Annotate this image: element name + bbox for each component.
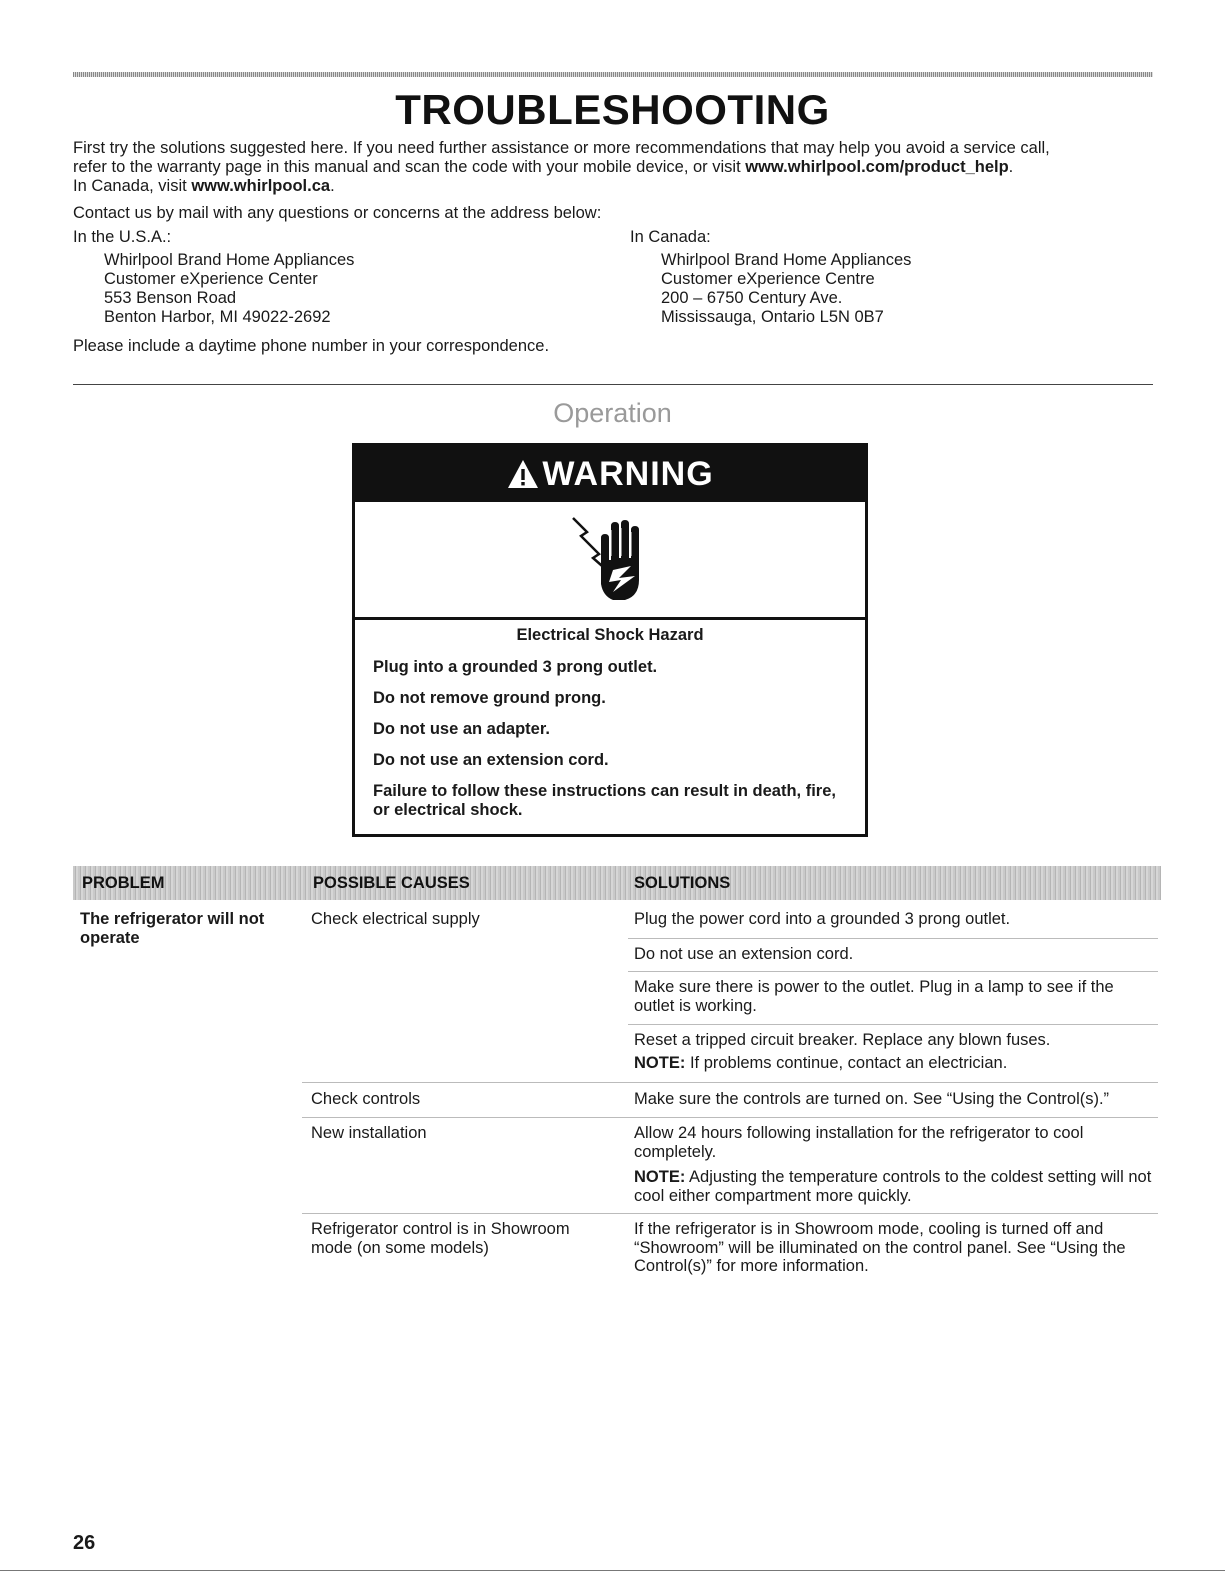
warning-line: Plug into a grounded 3 prong outlet.: [373, 658, 658, 676]
canada-link[interactable]: www.whirlpool.ca: [191, 177, 331, 195]
solution-note: [634, 1054, 1154, 1073]
cause-cell: Refrigerator control is in Showroom mode (on some models): [311, 1220, 570, 1257]
canada-address-line: 200 – 6750 Century Ave.: [661, 289, 843, 307]
row-divider: [302, 1213, 1158, 1214]
warning-instructions: [373, 658, 853, 832]
note-label: NOTE:: [634, 1054, 686, 1072]
usa-address-line: Customer eXperience Center: [104, 270, 318, 288]
page-title: TROUBLESHOOTING: [395, 86, 830, 133]
solution-cell: Make sure the controls are turned on. See “Using the Control(s).”: [634, 1090, 1110, 1108]
hazard-title: Electrical Shock Hazard: [516, 626, 704, 644]
electric-shock-hand-icon: [565, 510, 655, 610]
canada-address-line: Mississauga, Ontario L5N 0B7: [661, 308, 884, 326]
header-solutions: SOLUTIONS: [634, 874, 731, 892]
warning-word: WARNING: [542, 454, 714, 493]
intro-line-3-end: .: [330, 177, 335, 195]
warning-triangle-icon: [506, 457, 540, 491]
canada-address-line: Whirlpool Brand Home Appliances: [661, 251, 912, 269]
solution-cell: If the refrigerator is in Showroom mode, cooling is turned off and “Showroom” will be illuminated on the control panel. See “Using the Control(s)” for more information.: [634, 1220, 1126, 1275]
row-divider: [628, 1024, 1158, 1025]
row-divider: [628, 938, 1158, 939]
intro-line-2: [73, 158, 1153, 177]
cause-cell: Check controls: [311, 1090, 421, 1108]
intro-text: [73, 139, 1153, 196]
section-title: Operation: [553, 398, 672, 428]
row-divider: [302, 1117, 1158, 1118]
solution-cell: Plug the power cord into a grounded 3 prong outlet.: [634, 910, 1011, 928]
problem-cell: The refrigerator will not operate: [80, 910, 265, 947]
canada-address: [661, 251, 911, 327]
header-problem: PROBLEM: [82, 874, 165, 892]
usa-address: [104, 251, 354, 327]
cause-cell: New installation: [311, 1124, 427, 1142]
warning-line: Do not use an adapter.: [373, 720, 550, 738]
section-divider: [73, 384, 1153, 385]
warning-box: [352, 443, 868, 837]
table-header: [73, 866, 1161, 900]
intro-line-1: First try the solutions suggested here. If you need further assistance or more recommendations that may help you avoid a service call,: [73, 139, 1050, 157]
canada-address-line: Customer eXperience Centre: [661, 270, 875, 288]
solution-cell: Make sure there is power to the outlet. Plug in a lamp to see if the outlet is working.: [634, 978, 1114, 1015]
note-text: Adjusting the temperature controls to the coldest setting will not cool either compartment more quickly.: [634, 1168, 1152, 1205]
intro-line-2-text: refer to the warranty page in this manual and scan the code with your mobile device, or visit: [73, 158, 746, 176]
solution-note: [634, 1168, 1154, 1205]
canada-label: In Canada:: [630, 228, 711, 246]
usa-address-line: Benton Harbor, MI 49022-2692: [104, 308, 331, 326]
us-help-link[interactable]: www.whirlpool.com/product_help: [745, 158, 1009, 176]
note-text: If problems continue, contact an electrician.: [689, 1054, 1008, 1072]
note-label: NOTE:: [634, 1168, 686, 1186]
top-rule: [73, 72, 1153, 77]
intro-line-3-text: In Canada, visit: [73, 177, 192, 195]
usa-label: In the U.S.A.:: [73, 228, 172, 246]
bottom-rule: [0, 1570, 1225, 1571]
page-number: 26: [73, 1532, 96, 1554]
shock-icon-area: [355, 502, 865, 620]
intro-line-3: [73, 177, 1153, 196]
solution-cell: Reset a tripped circuit breaker. Replace any blown fuses.: [634, 1031, 1051, 1049]
usa-address-line: Whirlpool Brand Home Appliances: [104, 251, 355, 269]
usa-address-line: 553 Benson Road: [104, 289, 237, 307]
cause-cell: Check electrical supply: [311, 910, 480, 928]
row-divider: [302, 1082, 1158, 1083]
solution-cell: Allow 24 hours following installation for the refrigerator to cool completely.: [634, 1124, 1084, 1161]
contact-text: Contact us by mail with any questions or concerns at the address below:: [73, 204, 602, 222]
row-divider: [628, 971, 1158, 972]
warning-header: [355, 446, 865, 502]
warning-line: Do not remove ground prong.: [373, 689, 606, 707]
solution-cell: Do not use an extension cord.: [634, 945, 854, 963]
intro-line-2-end: .: [1008, 158, 1014, 176]
header-possible-causes: POSSIBLE CAUSES: [313, 874, 470, 892]
include-note: Please include a daytime phone number in your correspondence.: [73, 337, 550, 355]
warning-line: Failure to follow these instructions can result in death, fire, or electrical shock.: [373, 782, 836, 819]
warning-line: Do not use an extension cord.: [373, 751, 609, 769]
